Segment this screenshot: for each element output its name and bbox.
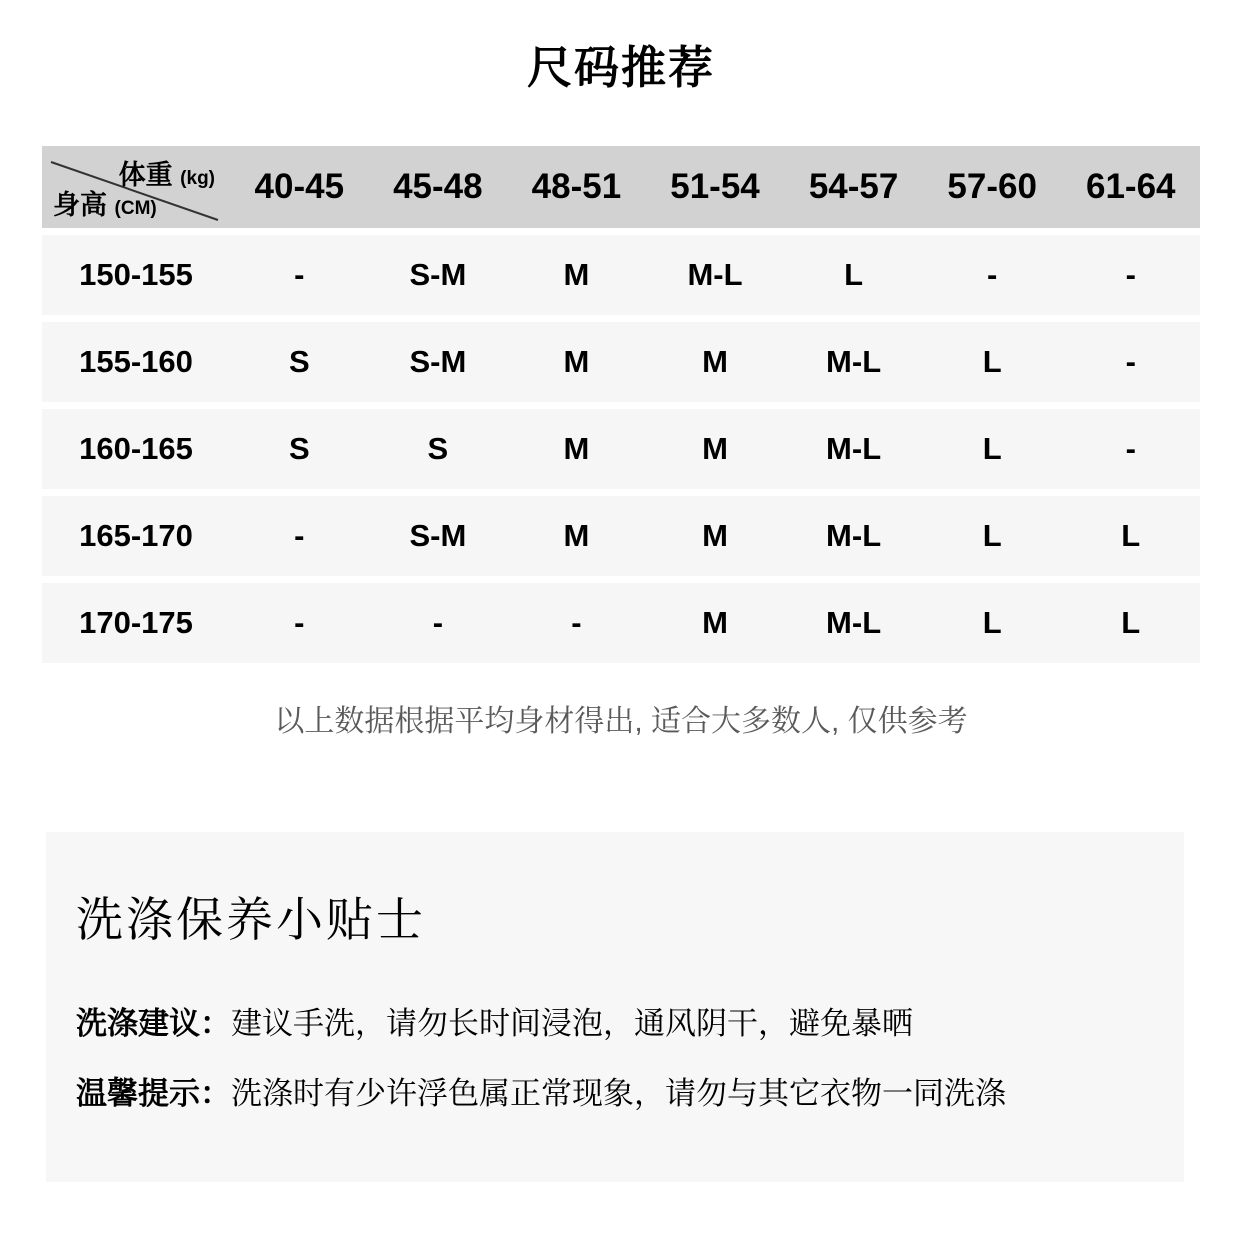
size-cell: M-L: [826, 605, 882, 640]
care-tip-reminder: [76, 1070, 1152, 1118]
size-cell: M-L: [826, 518, 882, 553]
size-cell: S: [427, 431, 449, 466]
table-row: [42, 496, 1200, 576]
size-cell: M-L: [687, 257, 743, 292]
size-cell: -: [294, 605, 305, 640]
size-cell: -: [1125, 257, 1136, 292]
size-cell: S-M: [409, 257, 467, 292]
size-cell: M: [563, 518, 590, 553]
size-cell: M: [563, 431, 590, 466]
care-panel: [46, 832, 1184, 1182]
weight-column-header: 57-60: [947, 167, 1037, 206]
table-row: [42, 322, 1200, 402]
size-cell: M: [702, 431, 728, 466]
table-row: [42, 583, 1200, 663]
size-cell: M: [563, 344, 590, 379]
size-cell: S: [288, 431, 310, 466]
page-title: 尺码推荐: [526, 42, 715, 93]
weight-column-header: 48-51: [531, 167, 622, 206]
care-panel-title: 洗涤保养小贴士: [76, 893, 426, 946]
size-cell: -: [1125, 431, 1136, 466]
weight-column-header: 54-57: [808, 167, 899, 206]
care-tip-text: 洗涤时有少许浮色属正常现象，请勿与其它衣物一同洗涤: [231, 1076, 1006, 1111]
weight-column-header: 45-48: [393, 167, 483, 206]
size-cell: -: [294, 518, 305, 553]
size-table: [42, 146, 1200, 663]
row-height-label: 150-155: [79, 257, 193, 292]
size-cell: -: [432, 605, 444, 640]
size-cell: -: [571, 605, 582, 640]
size-cell: -: [1125, 344, 1136, 379]
row-height-label: 165-170: [79, 518, 193, 553]
table-row: [42, 235, 1200, 315]
size-cell: -: [294, 257, 305, 292]
size-cell: M: [702, 344, 728, 379]
corner-height-label: 身高 (CM): [53, 190, 157, 220]
corner-weight-label: 体重 (kg): [118, 160, 215, 190]
care-tip-text: 建议手洗，请勿长时间浸泡，通风阴干，避免暴晒: [231, 1006, 913, 1041]
table-corner-cell: [42, 146, 230, 228]
size-cell: M: [563, 257, 590, 292]
size-cell: M-L: [826, 431, 882, 466]
size-cell: M-L: [826, 344, 882, 379]
size-cell: L: [982, 605, 1002, 640]
size-cell: L: [982, 344, 1002, 379]
size-cell: M: [702, 518, 728, 553]
size-cell: -: [987, 257, 998, 292]
size-cell: L: [844, 257, 864, 292]
size-cell: L: [1121, 605, 1141, 640]
weight-unit: (kg): [180, 168, 215, 189]
size-table-header-row: [42, 146, 1200, 228]
size-cell: S-M: [409, 518, 467, 553]
row-height-label: 155-160: [79, 344, 193, 379]
row-height-label: 160-165: [79, 431, 193, 466]
care-tip-label: 温馨提示：: [76, 1076, 231, 1111]
weight-column-header: 61-64: [1085, 167, 1176, 206]
weight-column-header: 40-45: [254, 167, 345, 206]
care-tips: [76, 1000, 1152, 1118]
weight-column-header: 51-54: [670, 167, 760, 206]
care-tip-label: 洗涤建议：: [76, 1006, 231, 1041]
table-note: 以上数据根据平均身材得出, 适合大多数人, 仅供参考: [274, 705, 968, 738]
size-cell: S-M: [409, 344, 467, 379]
size-cell: L: [1121, 518, 1141, 553]
size-cell: S: [288, 344, 310, 379]
row-height-label: 170-175: [79, 605, 193, 640]
size-cell: L: [982, 518, 1002, 553]
size-cell: M: [702, 605, 728, 640]
table-row: [42, 409, 1200, 489]
care-tip-washing: [76, 1000, 1152, 1048]
height-unit: (CM): [114, 198, 157, 219]
size-cell: L: [982, 431, 1002, 466]
